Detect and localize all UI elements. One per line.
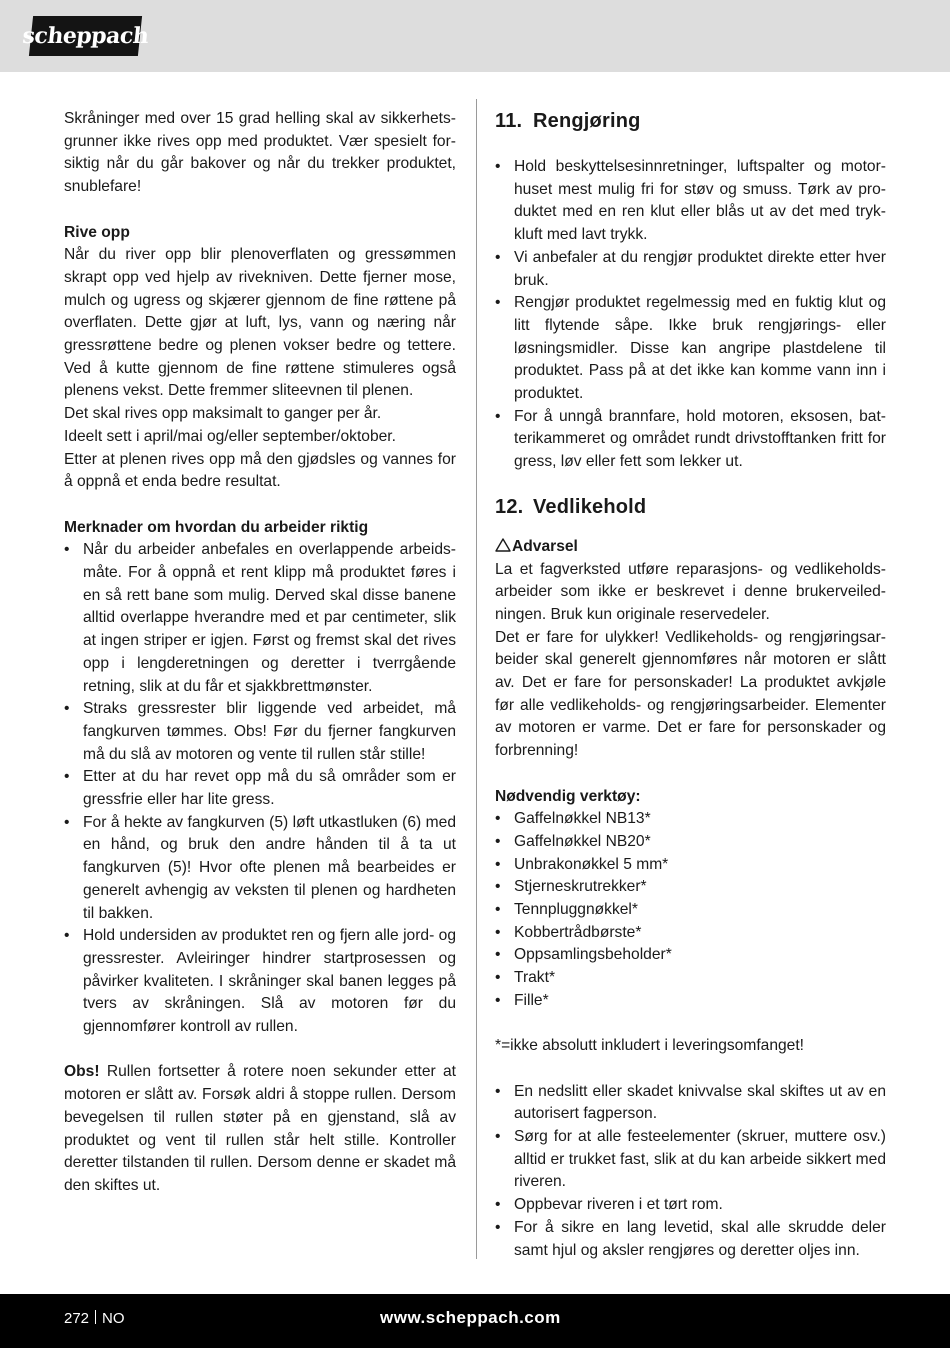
website-link[interactable]: www.scheppach.com bbox=[380, 1308, 561, 1327]
obs-text: Rullen fortsetter å rotere noen sekunder etter at motoren er slått av. Forsøk aldri å stoppe rullen. Dersom bevegelsen til rullen støter på en gjenstand, slå av produktet og vent til rullen står helt stille. Kontroller deretter tilstanden til rullen. Dersom denne er skadet må den skiftes ut. bbox=[64, 1063, 456, 1194]
list-item: • Oppbevar riveren i et tørt rom. bbox=[495, 1194, 886, 1217]
page-info bbox=[64, 1310, 125, 1327]
section-title: Vedlikehold bbox=[533, 495, 647, 518]
list-item: • Hold undersiden av produktet ren og fjern alle jord- og gressrester. Avleiringer hindrer startprosessen og påvirker kvaliteten. I skråninger skal banen legges på tvers av skråningen. Slå av motoren før du gjennomfører kontroll av rullen. bbox=[64, 925, 456, 1039]
section-12-heading bbox=[495, 494, 886, 520]
list-item: • Sørg for at alle festeelementer (skruer, muttere osv.) alltid er trukket fast, slik at du kan arbeide sikkert med riveren. bbox=[495, 1126, 886, 1194]
list-item: • Gaffelnøkkel NB13* bbox=[495, 808, 886, 831]
section-title: Rengjøring bbox=[533, 110, 641, 132]
tools-list bbox=[495, 808, 886, 1012]
list-item: • Vi anbefaler at du rengjør produktet direkte etter hver bruk. bbox=[495, 247, 886, 292]
list-item: • For å unngå brannfare, hold motoren, eksosen, batterikammeret og området rundt drivstofftanken fritt for gress, løv eller fett som lekker ut. bbox=[495, 406, 886, 474]
warning-text-2: Det er fare for ulykker! Vedlikeholds- og rengjøringsarbeider skal generelt gjennomføres når motoren er slått av. Det er fare for personskader! La produktet avkjøle før alle vedlikeholds- og rengjøringsarbeider. Elementer av motoren er varme. Det er fare for personskader og forbrenning! bbox=[495, 628, 886, 760]
list-item: • Unbrakonøkkel 5 mm* bbox=[495, 854, 886, 877]
column-divider bbox=[476, 99, 477, 1259]
tools-heading: Nødvendig verktøy: bbox=[495, 787, 641, 805]
section-11-heading bbox=[495, 108, 886, 134]
tools-footnote: *=ikke absolutt inkludert i leveringsomfanget! bbox=[495, 1037, 805, 1055]
obs-label: Obs! bbox=[64, 1063, 100, 1081]
warning-text-1: La et fagverksted utføre reparasjons- og vedlikeholdsarbeider som ikke er beskrevet i denne brukerveiledningen. Bruk kun originale reservedeler. bbox=[495, 560, 886, 623]
list-item: • For å hekte av fangkurven (5) løft utkastluken (6) med en hånd, og bruk den andre hånden til å ta ut fangkurven (5)! Hvor ofte plenen må bearbeides er generelt avhengig av veksten til plenen og hardheten til bakken. bbox=[64, 812, 456, 926]
list-item: • Gaffelnøkkel NB20* bbox=[495, 831, 886, 854]
section-number: 12. bbox=[495, 495, 524, 518]
separator bbox=[95, 1310, 96, 1324]
list-item: • Hold beskyttelsesinnretninger, luftspalter og motorhuset mest mulig fri for støv og smuss. Tørk av produktet med en ren klut eller blås ut av det med trykkluft med lavt trykk. bbox=[495, 156, 886, 247]
rive-opp-heading: Rive opp bbox=[64, 223, 130, 241]
language-code: NO bbox=[102, 1310, 125, 1327]
list-item: • Når du arbeider anbefales en overlappende arbeidsmåte. For å oppnå et rent klipp må produktet føres i en så rett bane som mulig. Derved skal disse banene alltid overlappe hverandre med et par centimeter, slik at ingen striper er igjen. Først og fremst skal det rives opp i lengderetningen og deretter i tverrgående retning, slik at du får et sjakkbrettmønster. bbox=[64, 539, 456, 698]
warning-label: Advarsel bbox=[512, 537, 578, 555]
obs-paragraph bbox=[64, 1061, 456, 1197]
warning-triangle-icon bbox=[495, 538, 511, 552]
list-item: • Trakt* bbox=[495, 967, 886, 990]
footer-bar bbox=[0, 1294, 950, 1348]
brand-logo: scheppach bbox=[29, 16, 142, 56]
rive-opp-aftercare: Etter at plenen rives opp må den gjødsles og vannes for å oppnå et enda bedre resultat. bbox=[64, 450, 456, 491]
rive-opp-frequency: Det skal rives opp maksimalt to ganger per år. bbox=[64, 405, 382, 423]
cleaning-list bbox=[495, 156, 886, 474]
list-item: • Kobbertrådbørste* bbox=[495, 922, 886, 945]
section-number: 11. bbox=[495, 110, 523, 132]
page-number: 272 bbox=[64, 1310, 90, 1327]
list-item: • En nedslitt eller skadet knivvalse skal skiftes ut av en autorisert fagperson. bbox=[495, 1081, 886, 1126]
list-item: • Oppsamlingsbeholder* bbox=[495, 944, 886, 967]
list-item: • For å sikre en lang levetid, skal alle skrudde deler samt hjul og aksler rengjøres og deretter oljes inn. bbox=[495, 1217, 886, 1262]
list-item: • Etter at du har revet opp må du så områder som er gressfrie eller har lite gress. bbox=[64, 766, 456, 811]
list-item: • Stjerneskrutrekker* bbox=[495, 876, 886, 899]
maintenance-list bbox=[495, 1081, 886, 1263]
header-band bbox=[0, 0, 950, 72]
list-item: • Tennpluggnøkkel* bbox=[495, 899, 886, 922]
warning-heading bbox=[495, 536, 886, 559]
notes-heading: Merknader om hvordan du arbeider riktig bbox=[64, 518, 369, 536]
right-column bbox=[495, 108, 886, 1262]
list-item: • Rengjør produktet regelmessig med en fuktig klut og litt flytende såpe. Ikke bruk rengjørings- eller løsningsmidler. Disse kan angripe plastdelene til produktet. Pass på at det ikke kan komme vann inn i produktet. bbox=[495, 292, 886, 406]
rive-opp-timing: Ideelt sett i april/mai og/eller september/oktober. bbox=[64, 427, 396, 445]
notes-list bbox=[64, 539, 456, 1038]
rive-opp-paragraph: Når du river opp blir plenoverflaten og gressømmen skrapt opp ved hjelp av rivekniven. Dette fjerner mose, mulch og ugress og skjærer gjennom de fine røttene på overflaten. Dette gjør at luft, lys, vann og næring når gressrøttene bedre og plenen vokser bedre og tettere. Ved å kutte gjennom de fine røttene stimuleres også plenens vekst. Dette fremmer sliteevnen til plenen. bbox=[64, 246, 456, 400]
left-column bbox=[64, 108, 456, 1198]
intro-paragraph: Skråninger med over 15 grad helling skal av sikkerhetsgrunner ikke rives opp med produktet. Vær spesielt forsiktig når du går bakover og når du trekker produktet, snublefare! bbox=[64, 110, 456, 196]
list-item: • Fille* bbox=[495, 990, 886, 1013]
list-item: • Straks gressrester blir liggende ved arbeidet, må fangkurven tømmes. Obs! Før du fjerner fangkurven må du slå av motoren og vente til rullen står stille! bbox=[64, 698, 456, 766]
